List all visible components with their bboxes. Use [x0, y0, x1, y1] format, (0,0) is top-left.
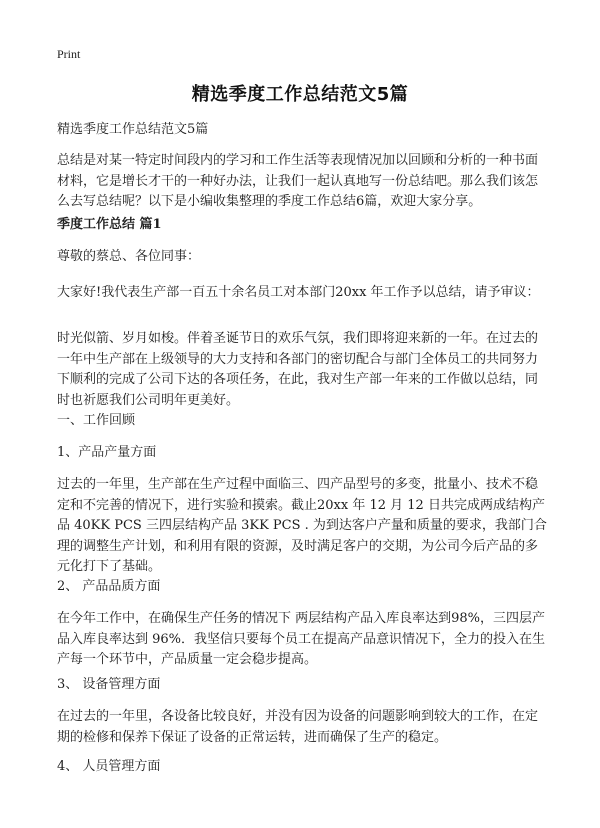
paragraph-review-intro: 时光似箭、岁月如梭。伴着圣诞节日的欢乐气氛，我们即将迎来新的一年。在过去的一年中生产部在上级领导的大力支持和各部门的密切配合与部门全体员工的共同努力下顺利的完成了公司下达的各项任务，在此，我对生产部一年来的工作做以总结，同时也祈愿我们公司明年更美好。 [57, 331, 539, 408]
paragraph-output: 过去的一年里，生产部在生产过程中面临三、四产品型号的多变，批量小、技术不稳定和不完善的情况下，进行实验和摸索。截止20xx 年 12 月 12 日共完成两成结构产品 40KK PCS 三四层结构产品 3KK PCS . 为到达客户产量和质量的要求，我部门合理的调整生产计划，和利用有限的资源，及时满足客户的交期，为公司今后产品的多元化打下了基础。 [57, 477, 547, 574]
section-title: 季度工作总结 篇1 [57, 217, 162, 232]
opening-paragraph: 大家好!我代表生产部一百五十余名员工对本部门20xx 年工作予以总结，请予审议： [57, 285, 540, 300]
print-label[interactable]: Print [57, 47, 81, 61]
heading-staff: 4、 人员管理方面 [57, 759, 161, 774]
heading-work-review: 一、工作回顾 [57, 413, 136, 428]
paragraph-equipment: 在过去的一年里，各设备比较良好，并没有因为设备的问题影响到较大的工作，在定期的检修和保养下保证了设备的正常运转，进而确保了生产的稳定。 [57, 709, 539, 745]
heading-quality: 2、 产品品质方面 [57, 579, 161, 594]
greeting: 尊敬的蔡总、各位同事： [57, 249, 201, 264]
paragraph-quality: 在今年工作中，在确保生产任务的情况下 两层结构产品入库良率达到98%，三四层产品入库良率达到 96%．我坚信只要每个员工在提高产品意识情况下，全力的投入在生产每一个环节中，产品质量一定会稳步提高。 [57, 611, 546, 667]
page-title: 精选季度工作总结范文5篇 [191, 84, 409, 105]
subtitle: 精选季度工作总结范文5篇 [57, 122, 209, 137]
heading-equipment: 3、 设备管理方面 [57, 677, 161, 692]
heading-output: 1、产品产量方面 [57, 445, 157, 460]
intro-paragraph: 总结是对某一特定时间段内的学习和工作生活等表现情况加以回顾和分析的一种书面材料，它是增长才干的一种好办法，让我们一起认真地写一份总结吧。那么我们该怎么去写总结呢？以下是小编收集整理的季度工作总结6篇，欢迎大家分享。 [57, 153, 539, 209]
